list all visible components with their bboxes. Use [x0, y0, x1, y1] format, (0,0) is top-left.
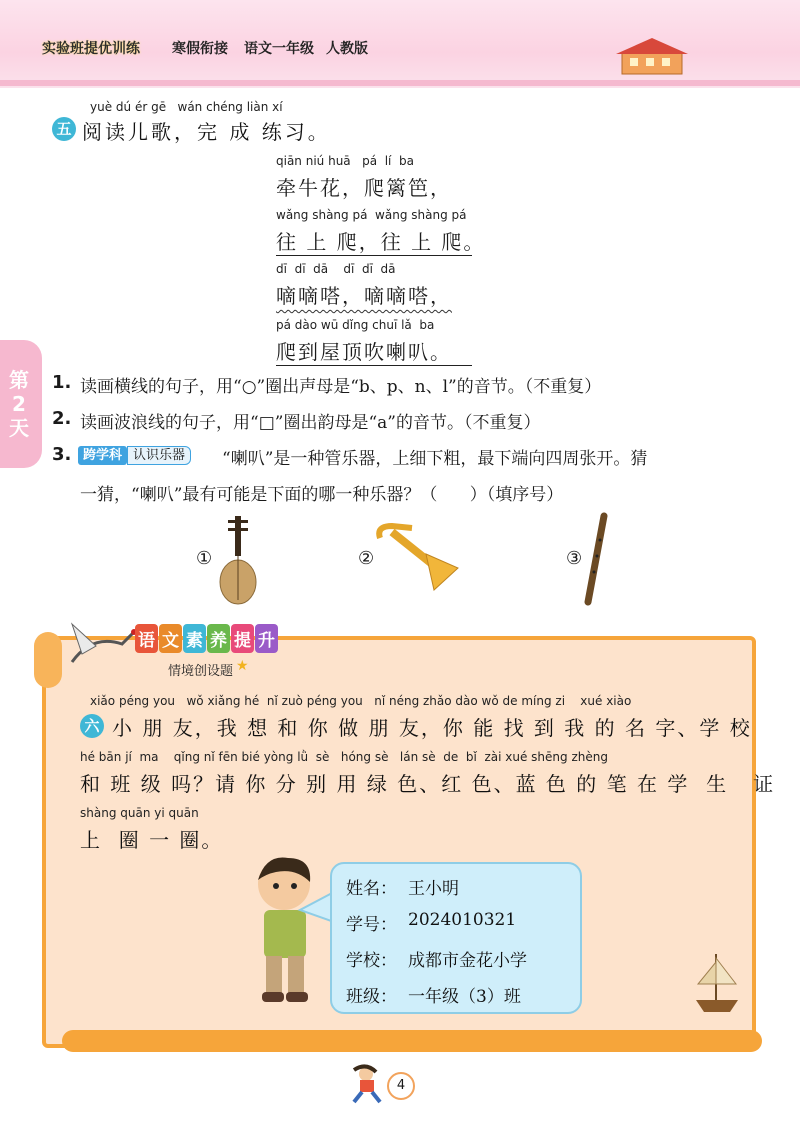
question-3-tags	[78, 444, 191, 463]
pipa-icon	[216, 512, 260, 606]
flute-icon	[580, 512, 610, 606]
section6-pinyin-3: shàng quān yi quān	[80, 806, 199, 820]
card-name-value: 王小明	[408, 879, 459, 899]
section6-line-2: 和 班 级 吗？请 你 分 别 用 绿 色、红 色、蓝 色 的 笔 在 学 生 证	[80, 772, 776, 796]
card-name-label: 姓名：	[346, 879, 397, 899]
section6-line-1: 小 朋 友，我 想 和 你 做 朋 友，你 能 找 到 我 的 名 字、学 校	[112, 716, 752, 740]
poem-line-1: 牵牛花，爬篱笆，	[276, 176, 452, 200]
ship-icon	[692, 950, 742, 1020]
literacy-banner	[135, 624, 303, 656]
series-title: 寒假衔接	[172, 41, 228, 57]
page-number: 4	[387, 1072, 415, 1100]
card-class-label: 班级：	[346, 987, 397, 1007]
poem-pinyin-2: wǎng shàng pá wǎng shàng pá	[276, 208, 467, 222]
section6-badge: 六	[80, 714, 104, 738]
question-1-text: 读画横线的句子，用“○”圈出声母是“b、p、n、l”的音节。（不重复）	[80, 377, 602, 397]
poem-pinyin-1: qiān niú huā pá lí ba	[276, 154, 414, 168]
banner-char: 素	[183, 624, 206, 653]
banner-char: 提	[231, 624, 254, 653]
card-class-value: 一年级（3）班	[408, 987, 521, 1007]
house-icon	[612, 36, 692, 76]
question-3-text-2: 一猜，“喇叭”最有可能是下面的哪一种乐器？（ ）（填序号）	[80, 485, 564, 505]
option-2-label: ②	[358, 548, 375, 569]
subject-title: 语文一年级	[244, 41, 314, 57]
day-tab-label: 第2天	[9, 368, 29, 440]
header-divider	[0, 80, 800, 86]
poem-line-3: 嘀嘀嗒，嘀嘀嗒，	[276, 284, 452, 308]
banner-char: 升	[255, 624, 278, 653]
question-3-number: 3.	[52, 444, 72, 465]
question-2-number: 2.	[52, 408, 72, 429]
instrument-tag: 认识乐器	[127, 446, 191, 465]
scroll-roll	[34, 632, 62, 688]
section5-badge: 五	[52, 117, 76, 141]
question-3-text: “喇叭”是一种管乐器，上细下粗，最下端向四周张开。猜	[222, 449, 648, 469]
option-1-label: ①	[196, 548, 213, 569]
poem-line-2: 往 上 爬，往 上 爬。	[276, 226, 472, 256]
literacy-subtitle: 情境创设题	[168, 664, 234, 679]
boy-illustration	[236, 852, 336, 1012]
section6-line-3: 上 圈 一 圈。	[80, 828, 224, 852]
section5-title: 阅读儿歌，完 成 练习。	[82, 120, 331, 144]
option-3-label: ③	[566, 548, 583, 569]
question-1-number: 1.	[52, 372, 72, 393]
question-2-text: 读画波浪线的句子，用“□”圈出韵母是“a”的音节。（不重复）	[80, 413, 541, 433]
section6-pinyin-1: xiǎo péng you wǒ xiǎng hé nǐ zuò péng you nǐ néng zhǎo dào wǒ de míng zi xué xiào	[90, 694, 632, 708]
cross-subject-tag: 跨学科	[78, 446, 127, 465]
section5-title-pinyin: yuè dú ér gē wán chéng liàn xí	[90, 100, 283, 114]
banner-char: 养	[207, 624, 230, 653]
crane-icon	[62, 614, 142, 674]
card-id-label: 学号：	[346, 915, 397, 935]
running-kid-icon	[346, 1062, 390, 1106]
scroll-roll-bottom	[62, 1030, 762, 1052]
brand-title: 实验班提优训练	[42, 41, 140, 57]
banner-char: 语	[135, 624, 158, 653]
poem-pinyin-3: dī dī dā dī dī dā	[276, 262, 396, 276]
section6-pinyin-2: hé bān jí ma qǐng nǐ fēn bié yòng lǜ sè hóng sè lán sè de bǐ zài xué shēng zhèng	[80, 750, 608, 764]
card-school-label: 学校：	[346, 951, 397, 971]
poem-pinyin-4: pá dào wū dǐng chuī lǎ ba	[276, 318, 435, 332]
trumpet-icon	[372, 518, 464, 596]
banner-char: 文	[159, 624, 182, 653]
edition-title: 人教版	[326, 41, 368, 57]
card-id-value: 2024010321	[408, 910, 517, 930]
card-school-value: 成都市金花小学	[408, 951, 527, 971]
star-icon: ★	[236, 658, 249, 674]
poem-line-4: 爬到屋顶吹喇叭。	[276, 336, 472, 366]
